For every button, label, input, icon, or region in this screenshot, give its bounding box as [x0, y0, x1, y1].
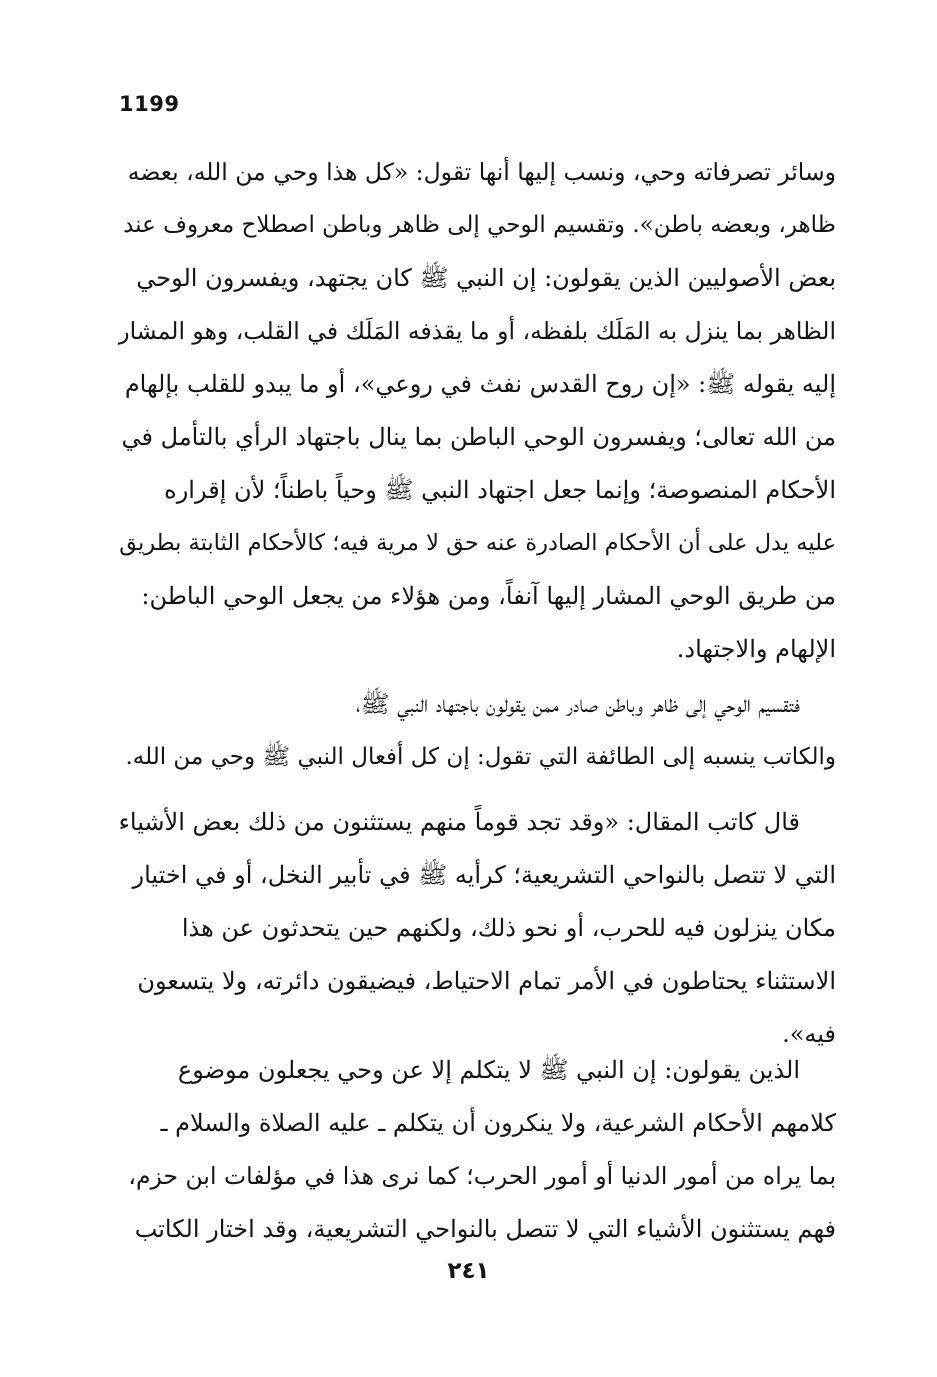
text-line: الأحكام المنصوصة؛ وإنما جعل اجتهاد النبي ﷺ وحياً باطناً؛ لأن إقراره — [164, 476, 836, 504]
text-line: عليه يدل على أن الأحكام الصادرة عنه حق لا مرية فيه؛ كالأحكام الثابتة بطريق — [119, 530, 836, 556]
page-number-arabic: ٢٤١ — [447, 1258, 490, 1284]
text-line: فهم يستثنون الأشياء التي لا تتصل بالنواحي التشريعية، وقد اختار الكاتب — [134, 1215, 836, 1243]
paragraph-3 — [118, 796, 836, 1061]
text-line: الاستثناء يحتاطون في الأمر تمام الاحتياط، فيضيقون دائرته، ولا يتسعون — [137, 967, 836, 995]
text-line: بعض الأصوليين الذين يقولون: إن النبي ﷺ كان يجتهد، ويفسرون الوحي — [136, 264, 836, 292]
text-line: كلامهم الأحكام الشرعية، ولا ينكرون أن يتكلم ـ عليه الصلاة والسلام ـ — [160, 1109, 836, 1137]
text-line: فتقسيم الوحي إلى ظاهر وباطن صادر ممن يقولون باجتهاد النبي ﷺ، — [355, 690, 800, 718]
text-line: وسائر تصرفاته وحي، ونسب إليها أنها تقول: «كل هذا وحي من الله، بعضه — [127, 158, 836, 186]
paragraph-1 — [118, 146, 836, 676]
text-line: ظاهر، وبعضه باطن». وتقسيم الوحي إلى ظاهر وباطن اصطلاح معروف عند — [123, 212, 836, 238]
text-line: الإلهام والاجتهاد. — [676, 635, 836, 663]
paragraph-2 — [118, 678, 836, 784]
text-line: الذين يقولون: إن النبي ﷺ لا يتكلم إلا عن وحي يجعلون موضوع — [177, 1056, 800, 1084]
text-line: مكان ينزلون فيه للحرب، أو نحو ذلك، ولكنهم حين يتحدثون عن هذا — [181, 914, 836, 942]
text-line: الظاهر بما ينزل به المَلَك بلفظه، أو ما يقذفه المَلَك في القلب، وهو المشار — [118, 317, 836, 345]
text-line: إليه يقوله ﷺ: «إن روح القدس نفث في روعي»، أو ما يبدو للقلب بإلهام — [124, 370, 836, 398]
text-line: قال كاتب المقال: «وقد تجد قوماً منهم يستثنون من ذلك بعض الأشياء — [118, 808, 800, 836]
text-line: التي لا تتصل بالنواحي التشريعية؛ كرأيه ﷺ في تأبير النخل، أو في اختيار — [132, 861, 836, 889]
text-line: بما يراه من أمور الدنيا أو أمور الحرب؛ كما نرى هذا في مؤلفات ابن حزم، — [128, 1162, 836, 1190]
paragraph-4 — [118, 1044, 836, 1256]
text-line: والكاتب ينسبه إلى الطائفة التي تقول: إن كل أفعال النبي ﷺ وحي من الله. — [125, 744, 836, 770]
text-line: من طريق الوحي المشار إليها آنفاً، ومن هؤلاء من يجعل الوحي الباطن: — [141, 582, 836, 610]
text-line: فيه». — [782, 1020, 836, 1048]
page-number-latin: 1199 — [119, 92, 180, 116]
text-line: من الله تعالى؛ ويفسرون الوحي الباطن بما ينال باجتهاد الرأي بالتأمل في — [121, 423, 836, 451]
